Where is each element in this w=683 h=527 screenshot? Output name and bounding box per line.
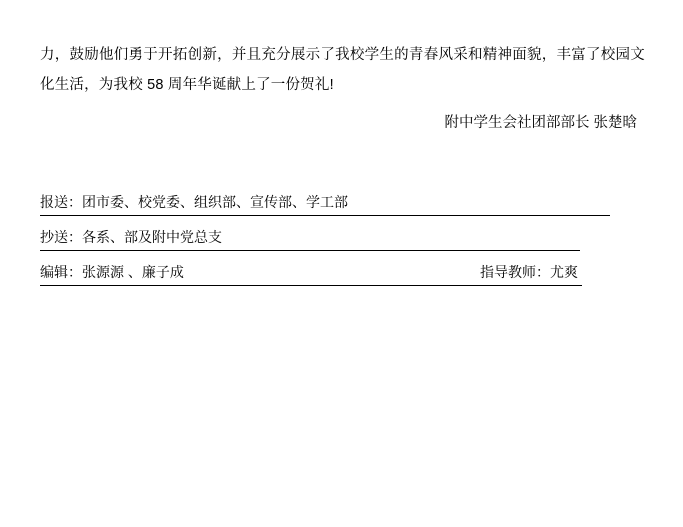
advisor-label: 指导教师：尤爽: [480, 264, 578, 280]
footer-row: [40, 262, 582, 286]
distribution-block: [40, 192, 645, 286]
distribution-row-copy: 抄送：各系、部及附中党总支: [40, 227, 580, 251]
distribution-row-report: 报送：团市委、校党委、组织部、宣传部、学工部: [40, 192, 610, 216]
editors-label: 编辑：张源源 、廉子成: [40, 264, 184, 280]
body-block: [40, 40, 645, 138]
signature-line: 附中学生会社团部部长 张楚晗: [444, 115, 637, 131]
body-paragraph: 力，鼓励他们勇于开拓创新，并且充分展示了我校学生的青春风采和精神面貌，丰富了校园文化生活，为我校 58 周年华诞献上了一份贺礼!: [40, 47, 645, 93]
